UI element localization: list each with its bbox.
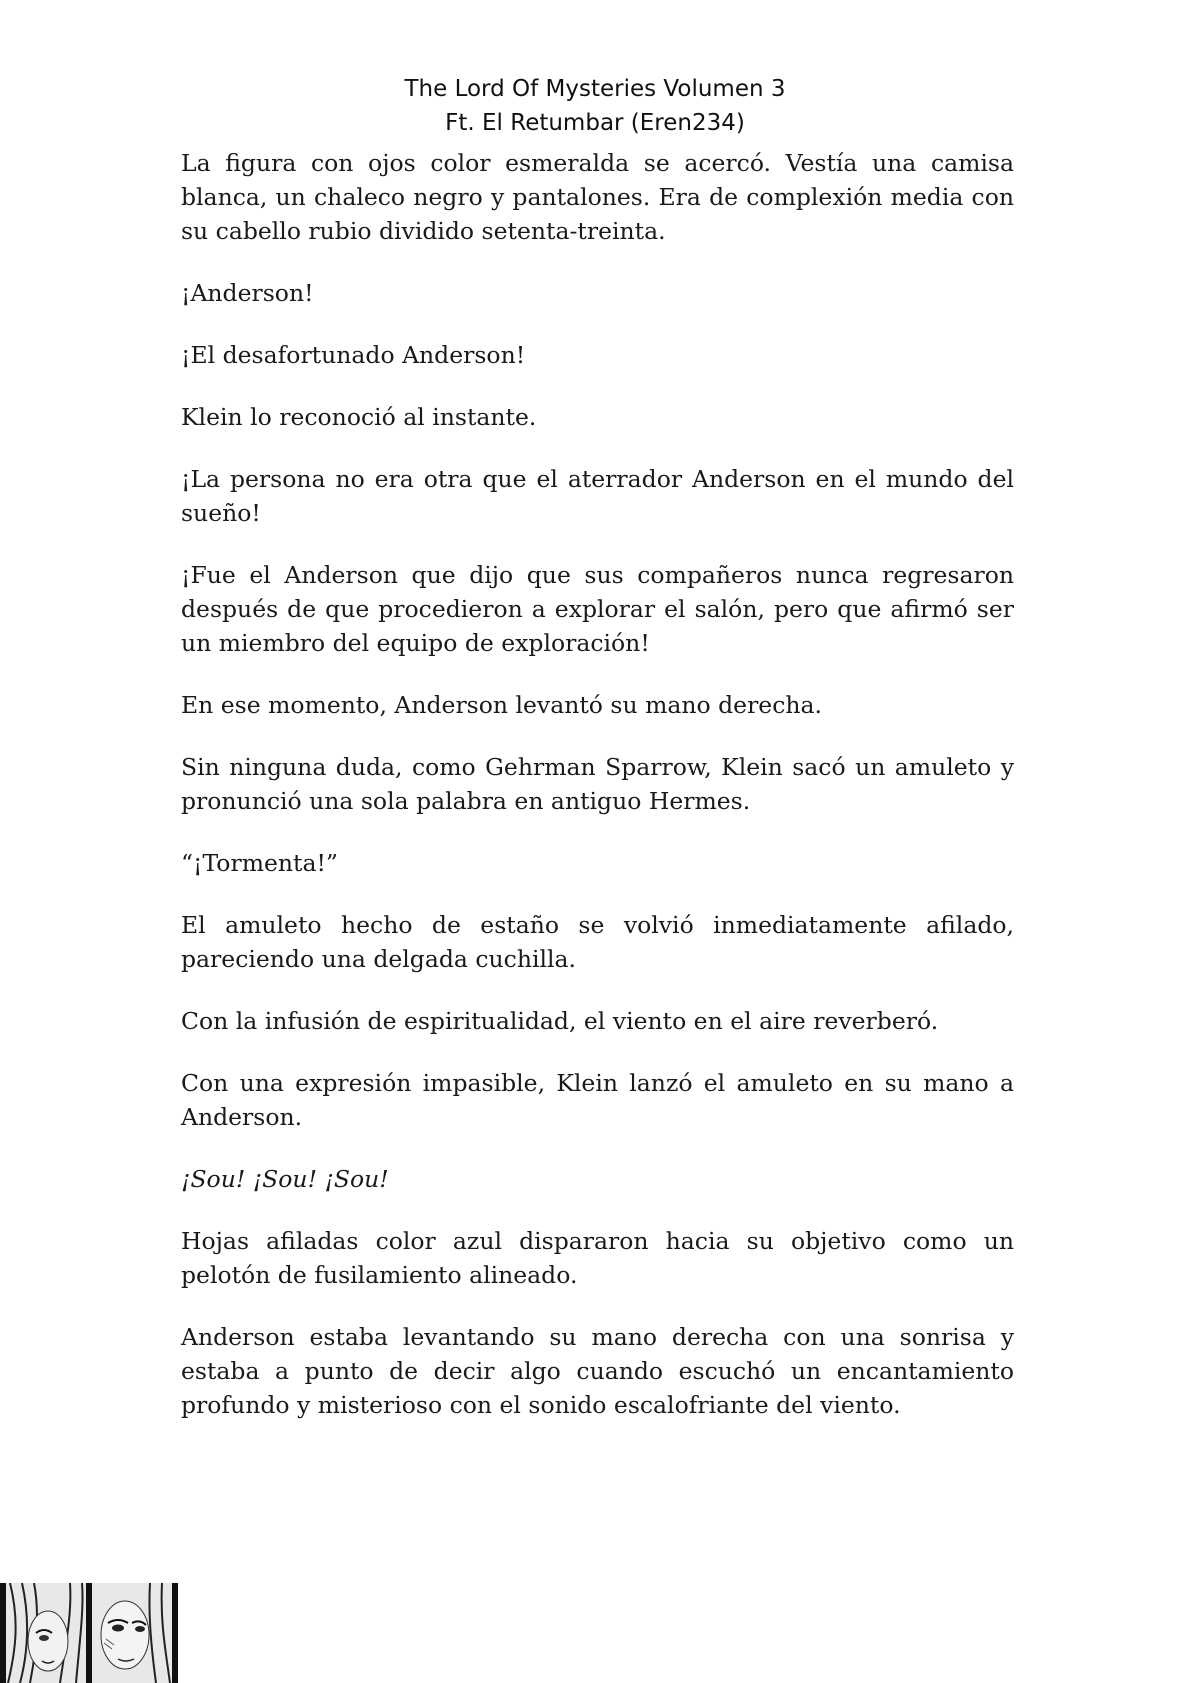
- paragraph: ¡La persona no era otra que el aterrador Anderson en el mundo del sueño!: [181, 465, 1014, 527]
- paragraph: La figura con ojos color esmeralda se acercó. Vestía una camisa blanca, un chaleco negro y pantalones. Era de complexión media con su cabello rubio dividido setenta-treinta.: [181, 149, 1014, 245]
- paragraph: ¡Anderson!: [181, 279, 314, 307]
- paragraph: Con la infusión de espiritualidad, el viento en el aire reverberó.: [181, 1007, 939, 1035]
- paragraph: “¡Tormenta!”: [181, 849, 338, 877]
- paragraph: El amuleto hecho de estaño se volvió inmediatamente afilado, pareciendo una delgada cuchilla.: [181, 911, 1014, 973]
- paragraph: Anderson estaba levantando su mano derecha con una sonrisa y estaba a punto de decir algo cuando escuchó un encantamiento profundo y misterioso con el sonido escalofriante del viento.: [181, 1323, 1014, 1419]
- paragraph: Con una expresión impasible, Klein lanzó el amuleto en su mano a Anderson.: [181, 1069, 1014, 1131]
- paragraph: ¡Fue el Anderson que dijo que sus compañeros nunca regresaron después de que procedieron a explorar el salón, pero que afirmó ser un miembro del equipo de exploración!: [181, 561, 1014, 657]
- paragraph: Sin ninguna duda, como Gehrman Sparrow, Klein sacó un amuleto y pronunció una sola palabra en antiguo Hermes.: [181, 753, 1014, 815]
- paragraph: ¡El desafortunado Anderson!: [181, 341, 526, 369]
- header-subtitle: Ft. El Retumbar (Eren234): [445, 110, 745, 136]
- paragraph-italic-sound: ¡Sou! ¡Sou! ¡Sou!: [181, 1165, 389, 1193]
- paragraph: Klein lo reconoció al instante.: [181, 403, 537, 431]
- illustration-drawing: [0, 1583, 178, 1683]
- paragraph: En ese momento, Anderson levantó su mano derecha.: [181, 691, 822, 719]
- paragraph: Hojas afiladas color azul dispararon hacia su objetivo como un pelotón de fusilamiento alineado.: [181, 1227, 1014, 1289]
- page-header: [0, 72, 1190, 140]
- body-text: [181, 146, 1014, 1450]
- header-title: The Lord Of Mysteries Volumen 3: [404, 76, 786, 102]
- manga-face-illustration: [0, 1583, 178, 1683]
